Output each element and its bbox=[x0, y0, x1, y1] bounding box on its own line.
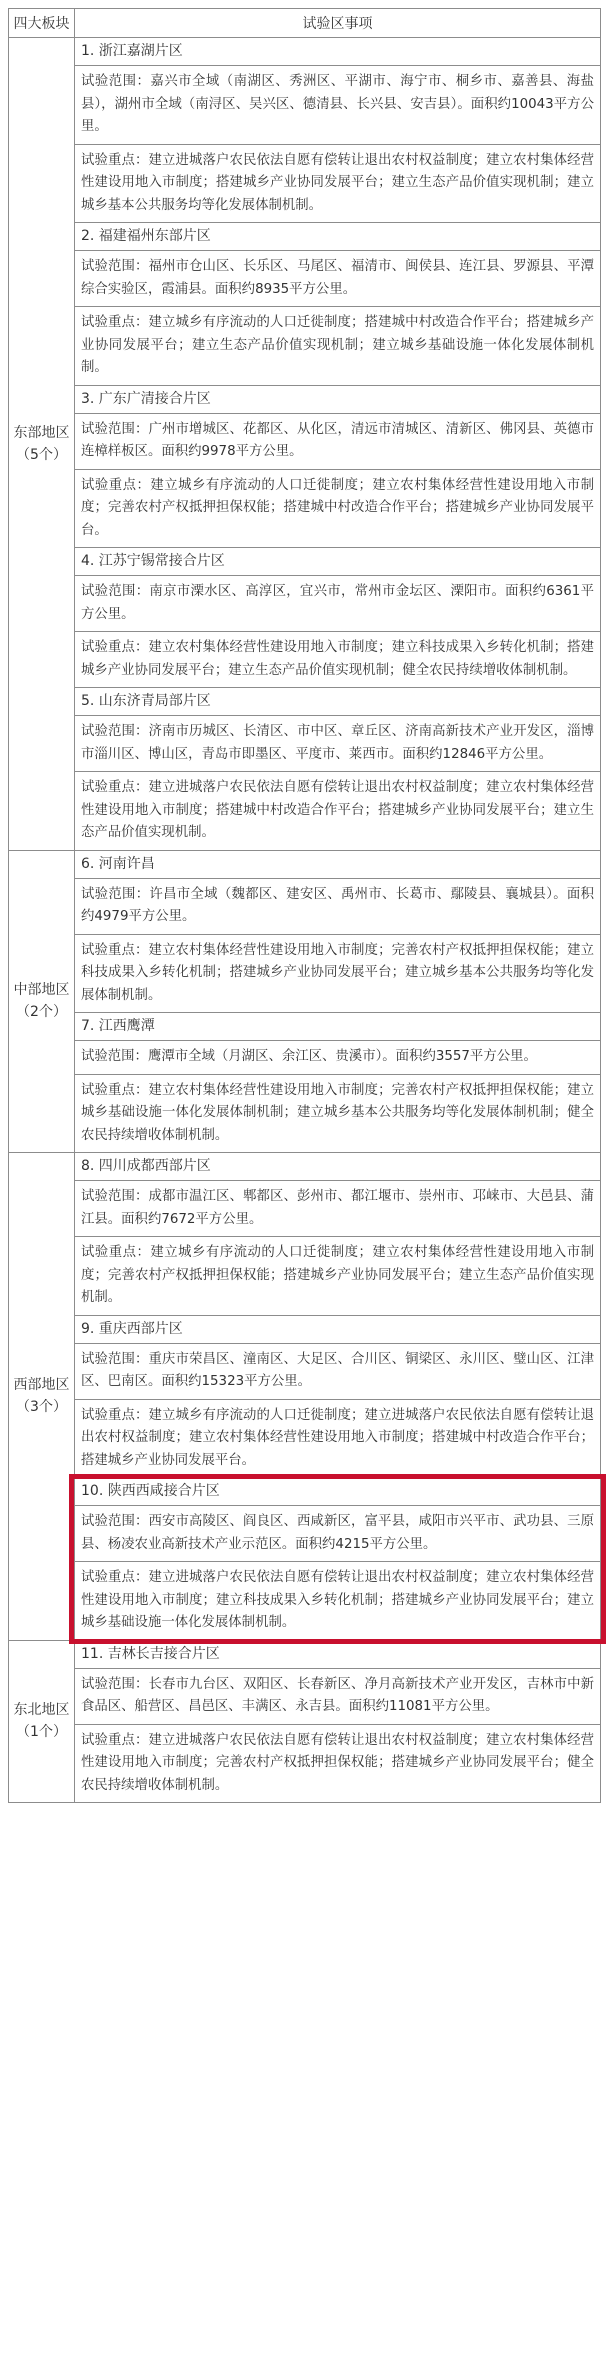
region-cell bbox=[9, 850, 75, 1153]
pilot-zone bbox=[75, 1316, 600, 1479]
zone-focus: 试验重点：建立农村集体经营性建设用地入市制度；完善农村产权抵押担保权能；建立城乡基础设施一体化发展体制机制；建立城乡基本公共服务均等化发展体制机制；健全农民持续增收体制机制。 bbox=[75, 1074, 600, 1153]
zone-focus: 试验重点：建立城乡有序流动的人口迁徙制度；建立农村集体经营性建设用地入市制度；完善农村产权抵押担保权能；搭建城乡产业协同发展平台；建立生态产品价值实现机制。 bbox=[75, 1236, 600, 1315]
region-count: （1个） bbox=[16, 1724, 67, 1741]
pilot-zone bbox=[75, 851, 600, 1014]
zone-title: 4. 江苏宁锡常接合片区 bbox=[75, 548, 600, 576]
pilot-zone bbox=[75, 1641, 600, 1803]
zone-scope: 试验范围：长春市九台区、双阳区、长春新区、净月高新技术产业开发区，吉林市中新食品区、船营区、昌邑区、丰满区、永吉县。面积约11081平方公里。 bbox=[81, 1676, 594, 1714]
pilot-zone-table bbox=[8, 8, 601, 1803]
zone-focus: 试验重点：建立城乡有序流动的人口迁徙制度；建立进城落户农民依法自愿有偿转让退出农村权益制度；建立农村集体经营性建设用地入市制度；搭建城中村改造合作平台；搭建城乡产业协同发展平台。 bbox=[75, 1399, 600, 1478]
zone-focus: 试验重点：建立城乡有序流动的人口迁徙制度；建立农村集体经营性建设用地入市制度；完善农村产权抵押担保权能；搭建城中村改造合作平台；搭建城乡产业协同发展平台。 bbox=[75, 469, 600, 548]
zone-scope: 试验范围：福州市仓山区、长乐区、马尾区、福清市、闽侯县、连江县、罗源县、平潭综合实验区，霞浦县。面积约8935平方公里。 bbox=[81, 259, 594, 297]
region-name: 中部地区 bbox=[13, 982, 70, 999]
zone-focus: 试验重点：建立农村集体经营性建设用地入市制度；建立科技成果入乡转化机制；搭建城乡产业协同发展平台；建立生态产品价值实现机制；健全农民持续增收体制机制。 bbox=[75, 631, 600, 687]
region-count: （2个） bbox=[16, 1004, 67, 1021]
pilot-zone bbox=[75, 1153, 600, 1316]
zone-cell bbox=[75, 1153, 601, 1641]
zone-focus: 试验重点：建立进城落户农民依法自愿有偿转让退出农村权益制度；建立农村集体经营性建设用地入市制度；建立科技成果入乡转化机制；搭建城乡产业协同发展平台；建立城乡基础设施一体化发展体制机制。 bbox=[75, 1561, 600, 1640]
region-row bbox=[9, 1640, 601, 1803]
zone-title: 3. 广东广清接合片区 bbox=[75, 386, 600, 414]
region-cell bbox=[9, 1640, 75, 1803]
zone-scope: 试验范围：济南市历城区、长清区、市中区、章丘区、济南高新技术产业开发区，淄博市淄川区、博山区，青岛市即墨区、平度市、莱西市。面积约12846平方公里。 bbox=[81, 724, 594, 762]
header-items: 试验区事项 bbox=[75, 9, 601, 38]
region-row bbox=[9, 850, 601, 1153]
pilot-zone bbox=[75, 548, 600, 688]
zone-scope: 试验范围：南京市溧水区、高淳区，宜兴市，常州市金坛区、溧阳市。面积约6361平方公里。 bbox=[81, 584, 594, 622]
zone-title: 7. 江西鹰潭 bbox=[75, 1013, 600, 1041]
zone-title: 6. 河南许昌 bbox=[75, 851, 600, 879]
zone-scope: 试验范围：鹰潭市全域（月湖区、余江区、贵溪市）。面积约3557平方公里。 bbox=[81, 1049, 537, 1064]
pilot-zone bbox=[75, 38, 600, 223]
pilot-zone bbox=[75, 386, 600, 549]
zone-scope: 试验范围：广州市增城区、花都区、从化区，清远市清城区、清新区、佛冈县、英德市连樟样板区。面积约9978平方公里。 bbox=[81, 421, 594, 459]
region-row bbox=[9, 1153, 601, 1641]
region-name: 东北地区 bbox=[13, 1702, 70, 1719]
zone-scope: 试验范围：成都市温江区、郫都区、彭州市、都江堰市、崇州市、邛崃市、大邑县、蒲江县。面积约7672平方公里。 bbox=[81, 1189, 594, 1227]
region-cell bbox=[9, 38, 75, 851]
table-body bbox=[9, 38, 601, 1803]
pilot-zone bbox=[75, 688, 600, 850]
zone-scope: 试验范围：西安市高陵区、阎良区、西咸新区，富平县，咸阳市兴平市、武功县、三原县、杨凌农业高新技术产业示范区。面积约4215平方公里。 bbox=[81, 1514, 594, 1552]
region-name: 西部地区 bbox=[13, 1377, 70, 1394]
header-region: 四大板块 bbox=[9, 9, 75, 38]
pilot-zone bbox=[75, 223, 600, 386]
region-cell bbox=[9, 1153, 75, 1641]
zone-scope: 试验范围：许昌市全域（魏都区、建安区、禹州市、长葛市、鄢陵县、襄城县）。面积约4979平方公里。 bbox=[81, 886, 594, 924]
zone-title: 1. 浙江嘉湖片区 bbox=[75, 38, 600, 66]
region-count: （3个） bbox=[16, 1399, 67, 1416]
zone-title: 9. 重庆西部片区 bbox=[75, 1316, 600, 1344]
zone-scope: 试验范围：重庆市荣昌区、潼南区、大足区、合川区、铜梁区、永川区、璧山区、江津区、巴南区。面积约15323平方公里。 bbox=[81, 1351, 594, 1389]
zone-title: 11. 吉林长吉接合片区 bbox=[75, 1641, 600, 1669]
zone-focus: 试验重点：建立进城落户农民依法自愿有偿转让退出农村权益制度；建立农村集体经营性建设用地入市制度；搭建城中村改造合作平台；搭建城乡产业协同发展平台；建立生态产品价值实现机制。 bbox=[75, 771, 600, 850]
zone-cell bbox=[75, 850, 601, 1153]
zone-title: 10. 陕西西咸接合片区 bbox=[75, 1478, 600, 1506]
region-count: （5个） bbox=[16, 446, 67, 463]
table-header-row bbox=[9, 9, 601, 38]
region-name: 东部地区 bbox=[13, 424, 70, 441]
pilot-zone bbox=[75, 1478, 600, 1640]
zone-focus: 试验重点：建立进城落户农民依法自愿有偿转让退出农村权益制度；建立农村集体经营性建设用地入市制度；完善农村产权抵押担保权能；搭建城乡产业协同发展平台；健全农民持续增收体制机制。 bbox=[75, 1724, 600, 1803]
zone-focus: 试验重点：建立农村集体经营性建设用地入市制度；完善农村产权抵押担保权能；建立科技成果入乡转化机制；搭建城乡产业协同发展平台；建立城乡基本公共服务均等化发展体制机制。 bbox=[75, 934, 600, 1013]
zone-title: 5. 山东济青局部片区 bbox=[75, 688, 600, 716]
region-row bbox=[9, 38, 601, 851]
zone-focus: 试验重点：建立进城落户农民依法自愿有偿转让退出农村权益制度；建立农村集体经营性建设用地入市制度；搭建城乡产业协同发展平台；建立生态产品价值实现机制；建立城乡基本公共服务均等化发展体制机制。 bbox=[75, 144, 600, 223]
zone-focus: 试验重点：建立城乡有序流动的人口迁徙制度；搭建城中村改造合作平台；搭建城乡产业协同发展平台；建立生态产品价值实现机制；建立城乡基础设施一体化发展体制机制。 bbox=[75, 306, 600, 385]
zone-title: 2. 福建福州东部片区 bbox=[75, 223, 600, 251]
pilot-zone bbox=[75, 1013, 600, 1152]
zone-scope: 试验范围：嘉兴市全域（南湖区、秀洲区、平湖市、海宁市、桐乡市、嘉善县、海盐县），湖州市全域（南浔区、吴兴区、德清县、长兴县、安吉县）。面积约10043平方公里。 bbox=[81, 74, 594, 134]
zone-title: 8. 四川成都西部片区 bbox=[75, 1153, 600, 1181]
zone-cell bbox=[75, 38, 601, 851]
zone-cell bbox=[75, 1640, 601, 1803]
